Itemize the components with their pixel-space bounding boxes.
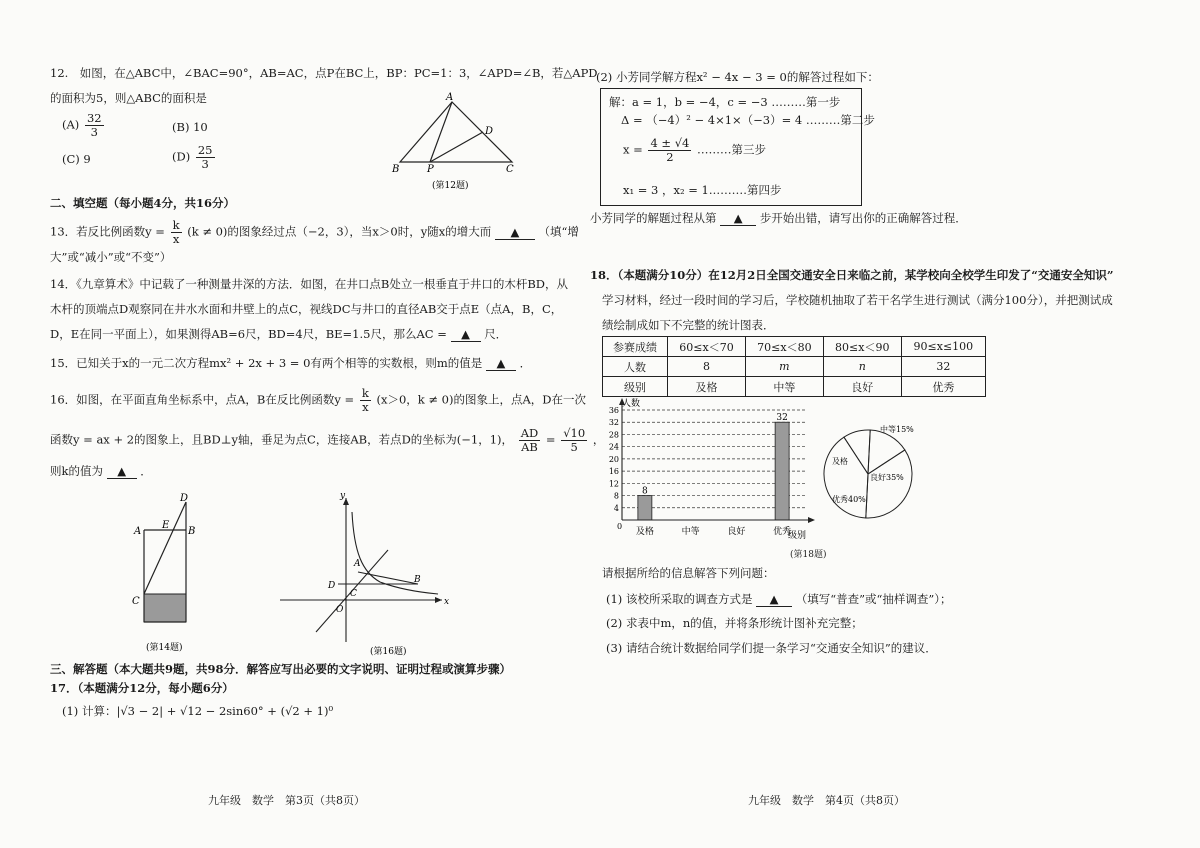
q16-label-o: O (336, 605, 344, 615)
bar-chart (600, 396, 820, 566)
q14-figure (120, 490, 220, 660)
bar-y-tick-label: 20 (608, 454, 619, 464)
q18-line1: 18．（本题满分10分）在12月2日全国交通安全日来临之前，某学校向全校学生印发了“交通安全知识” (590, 268, 1114, 282)
pie-slice (824, 437, 868, 518)
score-table (602, 336, 986, 397)
right-page (590, 0, 1200, 848)
pie-slice (844, 430, 870, 474)
section3-title: 三、解答题（本大题共9题，共98分．解答应写出必要的文字说明、证明过程或演算步骤） (50, 662, 512, 676)
score-table-cell: 人数 (603, 357, 668, 377)
q14-label-c: C (132, 596, 140, 607)
bar (638, 496, 652, 520)
q17-part2-question: 小芳同学的解题过程从第 ▲ 步开始出错，请写出你的正确解答过程． (590, 211, 967, 225)
right-footer: 九年级 数学 第4页（共8页） (748, 794, 905, 807)
q18-question1: (1) 该校所采取的调查方式是 ▲ （填写“普查”或“抽样调查”）； (606, 592, 952, 606)
q13-fraction: $\frac{k}{x}$ (172, 218, 180, 246)
bar-bars (638, 413, 789, 520)
q14-label-e: E (162, 520, 170, 531)
score-table-cell: m (745, 357, 823, 377)
bar-y-tick-label: 32 (608, 418, 619, 428)
score-table-cell: 70≤x＜80 (745, 337, 823, 357)
q18-line3: 绩绘制成如下不完整的统计图表． (602, 318, 775, 332)
score-table-cell: 及格 (668, 377, 746, 397)
score-table-cell: n (823, 357, 901, 377)
q17-step-blank[interactable]: ▲ (720, 211, 756, 226)
bar-y-tick-label: 12 (608, 479, 619, 489)
q16-caption: (第16题) (370, 647, 407, 657)
q12-label-d: D (485, 126, 494, 137)
q12-option-a: (A) $\frac{32}{3}$ (62, 111, 102, 139)
solution-box (600, 88, 875, 206)
q12-option-d-fraction: $\frac{25}{3}$ (197, 143, 213, 171)
bar-x-axis-label: 级别 (788, 531, 807, 541)
bar-y-ticks (609, 406, 622, 531)
q16-value: $\frac{√10}{5}$ (563, 426, 586, 454)
solution-step3: x = $\frac{4 \pm √4}{2}$ ………第三步 (623, 136, 767, 164)
bar-x-axis-arrow (808, 517, 815, 523)
q14-answer-blank[interactable]: ▲ (451, 327, 481, 342)
bar-x-tick-label: 优秀 (773, 527, 792, 537)
score-table-row (603, 357, 986, 377)
score-table-cell: 级别 (603, 377, 668, 397)
bar-y-tick-label: 16 (608, 467, 619, 477)
q14-label-a: A (134, 526, 142, 537)
q15-line: 15．已知关于x的一元二次方程mx² + 2x + 3 = 0有两个相等的实数根，则m的值是 ▲ ． (50, 356, 532, 370)
q12-line2: 的面积为5，则△ABC的面积是 (50, 91, 207, 105)
solution-step1: 解：a = 1，b = −4，c = −3 ………第一步 (609, 95, 841, 109)
q12-option-b: (B) 10 (172, 120, 208, 134)
q16-fraction: $\frac{k}{x}$ (361, 386, 369, 414)
score-table-cell: 8 (668, 357, 746, 377)
q12-option-a-fraction: $\frac{32}{3}$ (86, 111, 102, 139)
q18-caption: (第18题) (790, 550, 827, 560)
q18-question2: (2) 求表中m，n的值，并将条形统计图补充完整； (606, 616, 863, 630)
q12-option-d: (D) $\frac{25}{3}$ (172, 143, 213, 171)
q12-caption: (第12题) (432, 181, 469, 191)
q14-line2: 木杆的顶端点D观察同在井水水面和井壁上的点C，视线DC与井口的直径AB交于点E（点A，B，C， (50, 302, 563, 316)
q16-label-b: B (414, 575, 421, 585)
pie-slice (866, 450, 912, 518)
q13-line2: 大”或“减小”或“不变”） (50, 250, 172, 264)
q12-label-a: A (446, 92, 454, 103)
q16-label-x: x (444, 597, 450, 607)
q17-part2-intro: (2) 小芳同学解方程x² − 4x − 3 = 0的解答过程如下： (596, 70, 879, 84)
q18-question3: (3) 请结合统计数据给同学们提一条学习“交通安全知识”的建议． (606, 641, 937, 655)
score-table-cell: 90≤x≤100 (901, 337, 985, 357)
q16-line1: 16．如图，在平面直角坐标系中，点A，B在反比例函数y = $\frac{k}{x}$ (x＞0，k ≠ 0)的图象上，点A，D在一次 (50, 386, 586, 414)
score-table-cell: 优秀 (901, 377, 985, 397)
pie-slice-label: 良好35% (870, 473, 904, 482)
score-table-cell: 60≤x＜70 (668, 337, 746, 357)
pie-slice-label: 及格 (832, 457, 848, 466)
solution-step4: x₁ = 3 ，x₂ = 1.………第四步 (623, 183, 782, 197)
q16-label-d: D (328, 581, 336, 591)
bar-x-tick-label: 良好 (727, 527, 746, 537)
q17-title: 17．（本题满分12分，每小题6分） (50, 681, 234, 695)
solution-step3-fraction: $\frac{4 \pm √4}{2}$ (650, 136, 690, 164)
q12-option-c: (C) 9 (62, 152, 91, 166)
bar-y-tick-label: 8 (613, 491, 619, 501)
bar-data-label: 32 (776, 413, 788, 424)
bar-y-axis-label: 人数 (622, 399, 641, 409)
q12-line1: 12. 如图，在△ABC中，∠BAC=90°，AB=AC，点P在BC上，BP：PC=1：3，∠APD=∠B，若△APD (50, 66, 598, 80)
pie-labels (832, 424, 914, 504)
bar (775, 422, 789, 520)
q18-line2: 学习材料，经过一段时间的学习后，学校随机抽取了若干名学生进行测试（满分100分），并把测试成 (602, 293, 1113, 307)
solution-step2: Δ = （−4）² − 4×1×（−3）= 4 ………第二步 (621, 113, 875, 127)
q16-figure (276, 492, 456, 660)
score-table-cell: 中等 (745, 377, 823, 397)
score-table-body (603, 337, 986, 397)
bar-x-tick-label: 中等 (681, 527, 700, 537)
pie-slice-label: 优秀40% (832, 495, 866, 504)
q12-label-p: P (427, 164, 434, 175)
q15-answer-blank[interactable]: ▲ (486, 356, 516, 371)
q18-survey-blank[interactable]: ▲ (756, 592, 792, 607)
score-table-cell: 良好 (823, 377, 901, 397)
score-table-cell: 80≤x＜90 (823, 337, 901, 357)
score-table-cell: 32 (901, 357, 985, 377)
q14-line1: 14．《九章算术》中记载了一种测量井深的方法．如图，在井口点B处立一根垂直于井口的木杆BD，从 (50, 277, 569, 291)
pie-chart (818, 418, 918, 526)
score-table-cell: 参赛成绩 (603, 337, 668, 357)
bar-y-tick-label: 4 (613, 503, 619, 513)
q14-label-b: B (188, 526, 196, 537)
score-table-row (603, 337, 986, 357)
bar-y-tick-label: 28 (608, 430, 619, 440)
bar-y-tick-label: 36 (608, 406, 619, 415)
q17-part1: (1) 计算：|√3 − 2| + √12 − 2sin60° + (√2 + 1)⁰ (62, 704, 334, 718)
q16-ratio: $\frac{AD}{AB}$ (520, 426, 539, 454)
q16-line3: 则k的值为 ▲ ． (50, 464, 152, 478)
q14-caption: (第14题) (146, 643, 183, 653)
q12-label-b: B (392, 164, 400, 175)
bar-origin-label: 0 (617, 522, 623, 531)
q16-label-y: y (340, 492, 346, 501)
bar-x-ticks (636, 525, 791, 537)
q16-label-c: C (350, 589, 357, 599)
q16-label-a: A (354, 559, 361, 569)
left-footer: 九年级 数学 第3页（共8页） (208, 794, 365, 807)
q14-line3: D，E在同一平面上），如果测得AB=6尺，BD=4尺，BE=1.5尺，那么AC = ▲ 尺． (50, 327, 508, 341)
pie-slice (868, 430, 905, 474)
q13-line1: 13．若反比例函数y = $\frac{k}{x}$ (k ≠ 0)的图象经过点（−2，3），当x＞0时，y随x的增大而 ▲ （填“增 (50, 218, 579, 246)
bar-x-tick-label: 及格 (635, 527, 654, 537)
bar-data-label: 8 (642, 486, 648, 497)
q12-figure (390, 92, 530, 192)
bar-y-tick-label: 24 (608, 442, 619, 452)
q13-answer-blank[interactable]: ▲ (495, 225, 535, 240)
q18-intro: 请根据所给的信息解答下列问题： (602, 566, 775, 580)
section2-title: 二、填空题（每小题4分，共16分） (50, 196, 236, 210)
q12-label-c: C (506, 164, 514, 175)
score-table-row (603, 377, 986, 397)
pie-slice-label: 中等15% (880, 425, 914, 434)
q16-answer-blank[interactable]: ▲ (107, 464, 137, 479)
q16-line2: 函数y = ax + 2的图象上，且BD⊥y轴，垂足为点C，连接AB，若点D的坐标为(−1，1)， $\frac{AD}{AB}$ = $\frac{√10}{5}$ ， (50, 426, 605, 454)
q14-label-d: D (180, 493, 189, 504)
